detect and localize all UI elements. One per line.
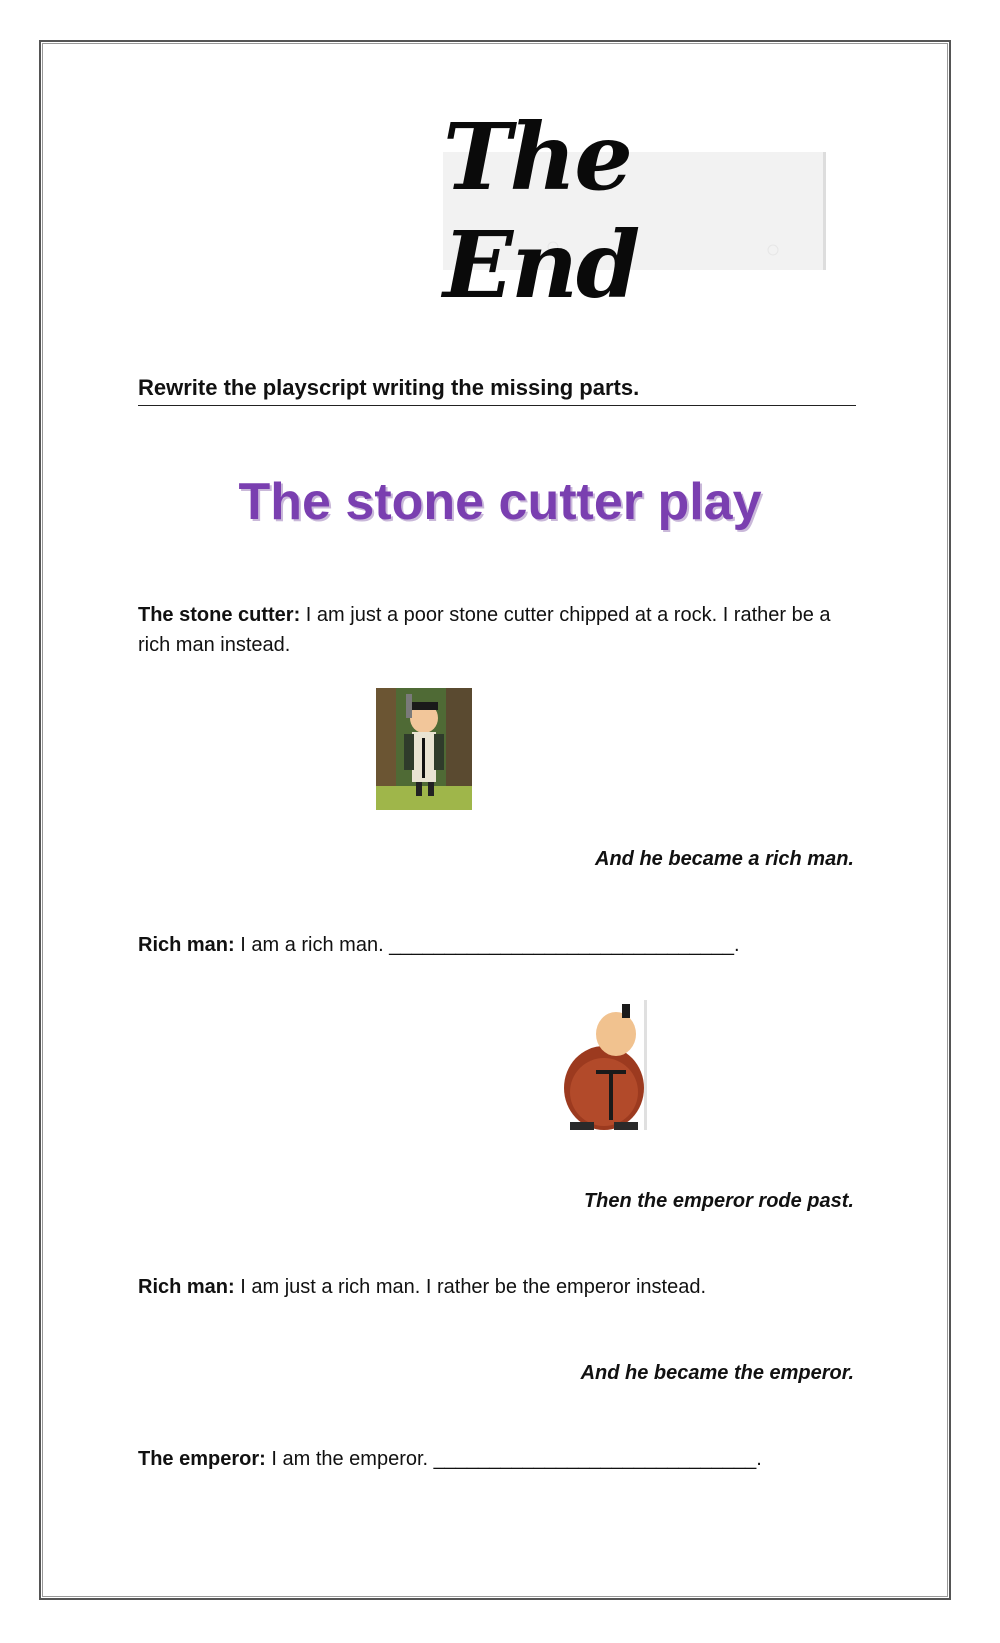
speaker-stone-cutter: The stone cutter: <box>138 604 301 626</box>
line-rich-man-1 <box>138 930 740 960</box>
logo-text: The End <box>443 103 639 319</box>
line-stone-cutter <box>138 600 860 660</box>
emperor-illustration <box>556 1000 656 1130</box>
the-end-logo <box>443 103 826 319</box>
dialogue-emperor: I am the emperor. _____________________________. <box>265 1448 762 1470</box>
play-title: The stone cutter play <box>238 473 762 531</box>
speaker-emperor: The emperor: <box>138 1448 266 1470</box>
speaker-rich-man-2: Rich man: <box>138 1276 235 1298</box>
stone-cutter-illustration <box>376 688 472 810</box>
line-emperor <box>138 1444 762 1474</box>
stage-direction-rich-man: And he became a rich man. <box>595 848 854 870</box>
speaker-rich-man: Rich man: <box>138 934 235 956</box>
line-rich-man-2 <box>138 1272 706 1302</box>
stage-direction-emperor-past: Then the emperor rode past. <box>583 1190 854 1212</box>
dialogue-rich-man-1: I am a rich man. _______________________________. <box>234 934 740 956</box>
dialogue-rich-man-2: I am just a rich man. I rather be the emperor instead. <box>234 1276 707 1298</box>
instruction-heading: Rewrite the playscript writing the missing parts. <box>138 375 856 406</box>
dialogue-stone-cutter: I am just a poor stone cutter chipped at a rock. I rather be a rich man instead. <box>138 604 831 656</box>
stage-direction-became-emperor: And he became the emperor. <box>580 1362 854 1384</box>
